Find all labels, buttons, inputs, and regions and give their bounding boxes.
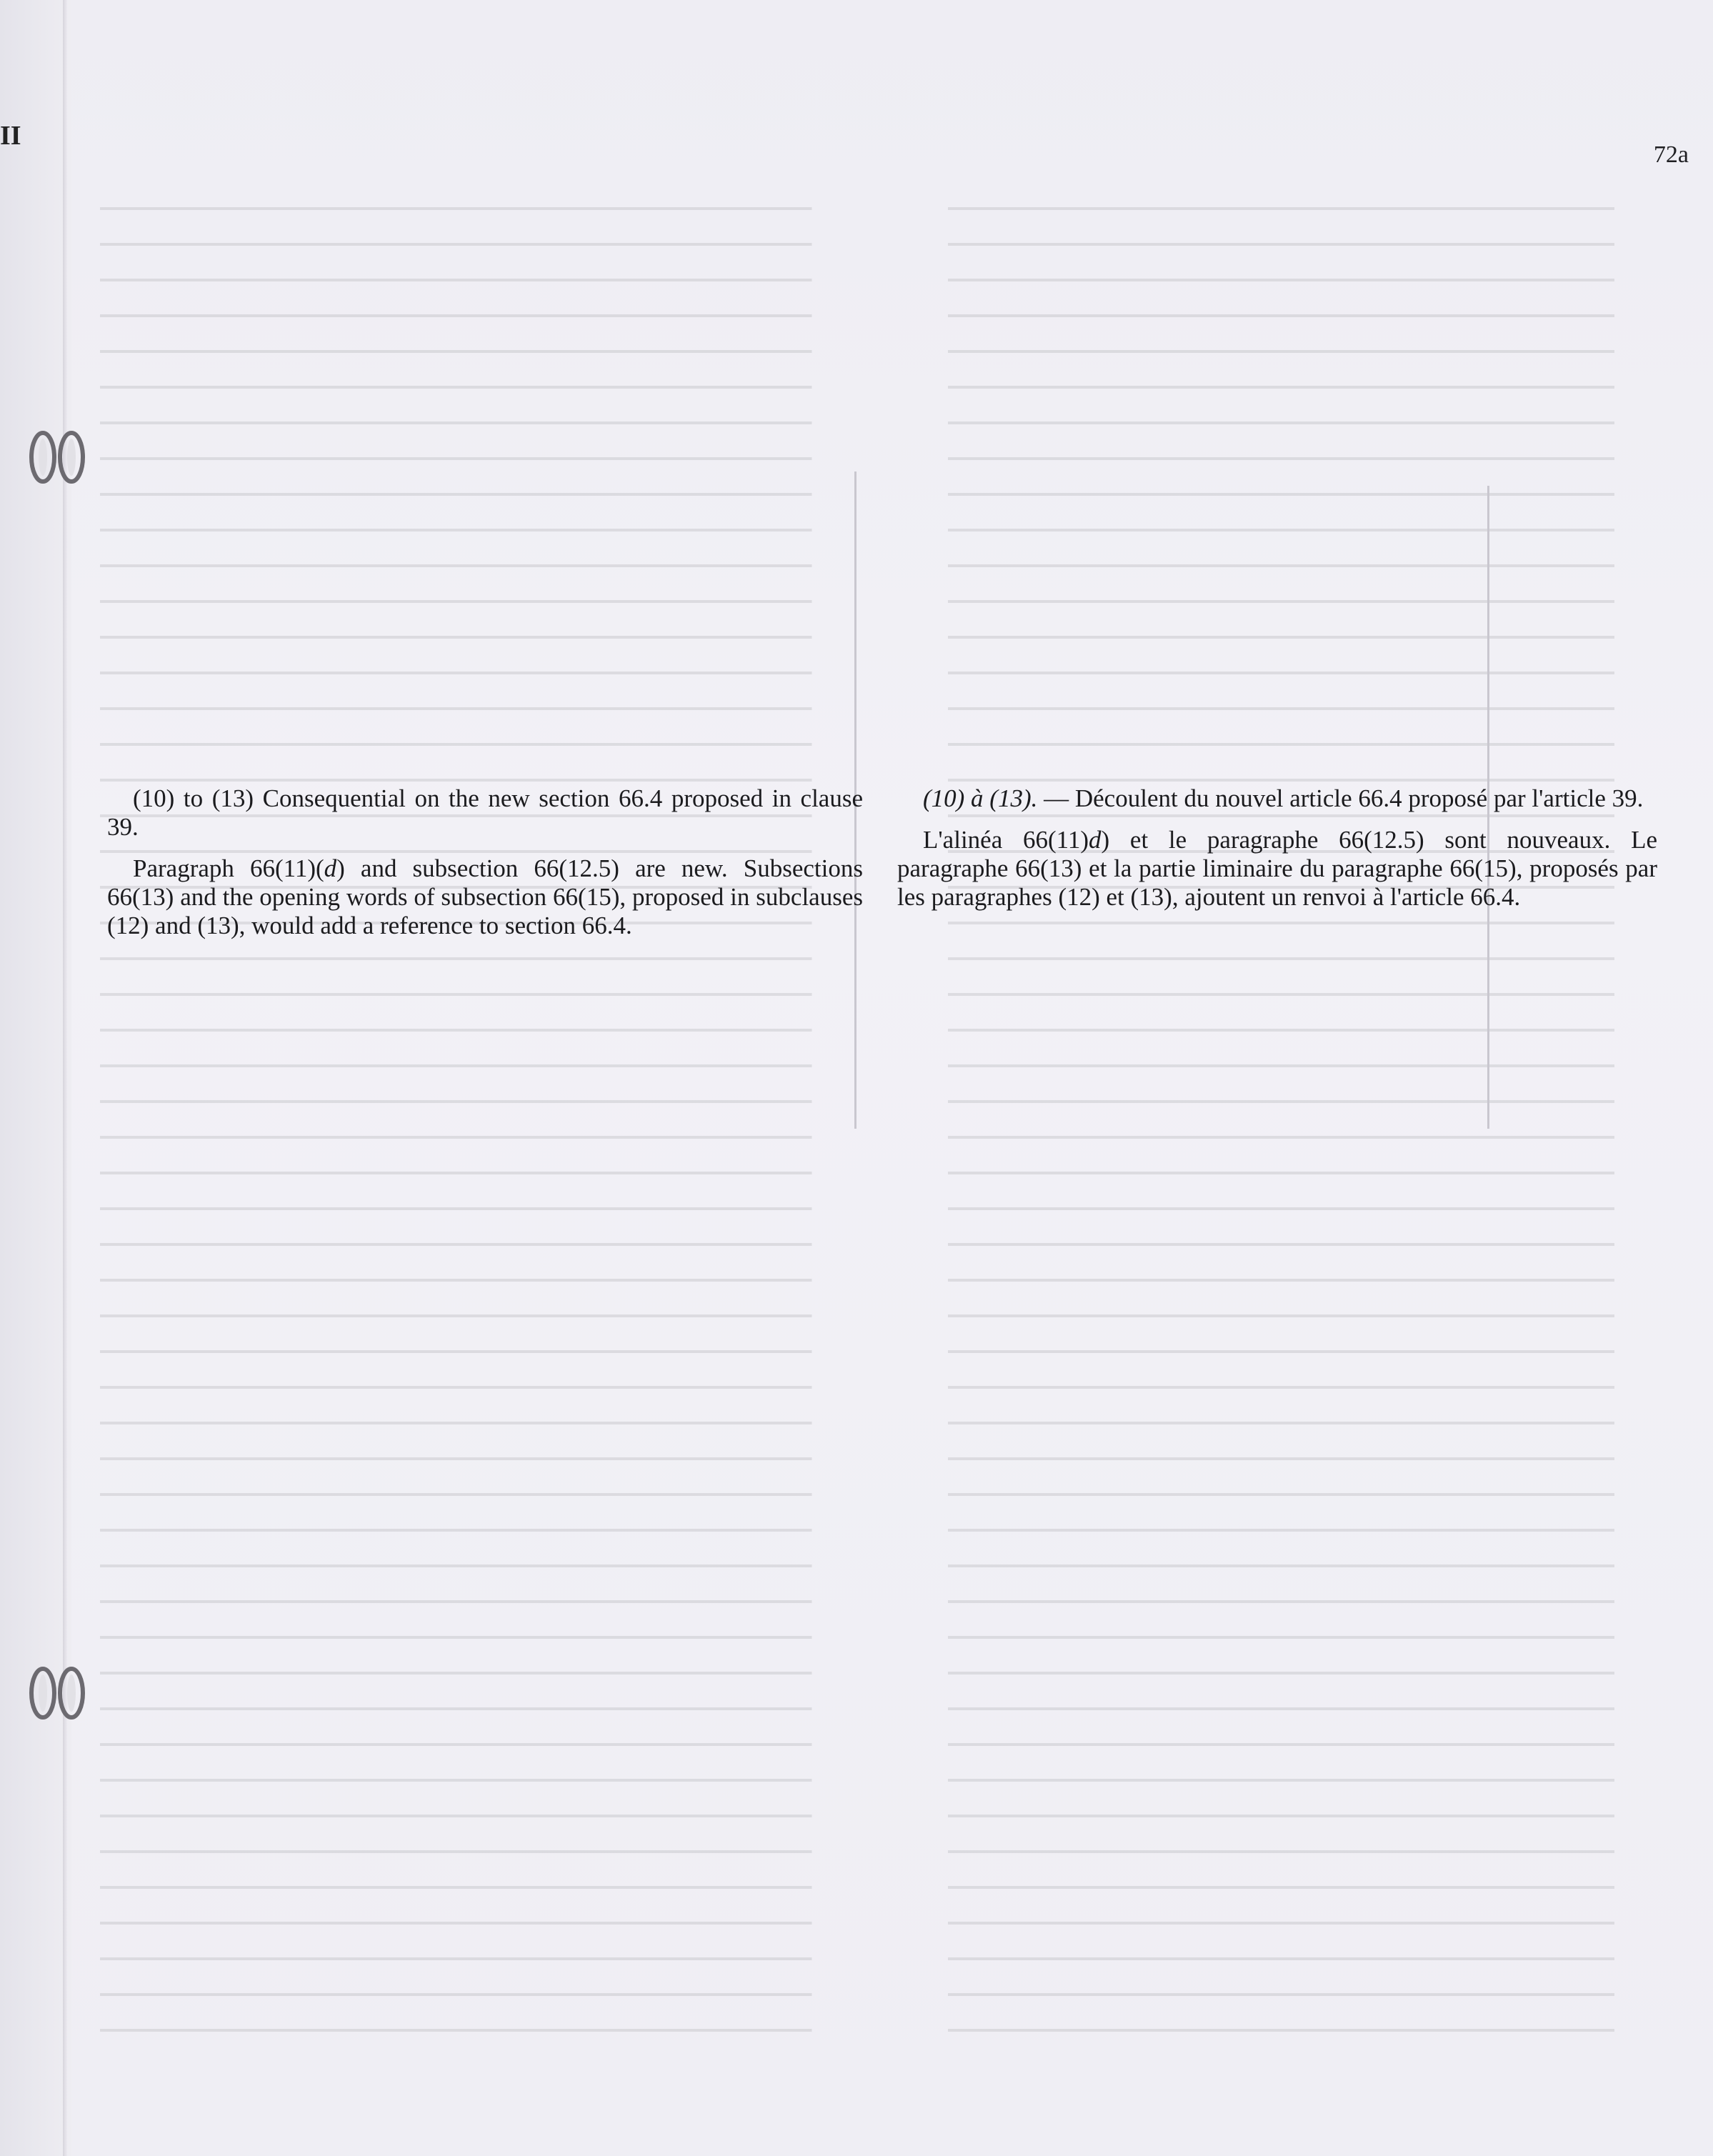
english-column: [107, 784, 863, 953]
show-through-text: [100, 186, 1614, 2057]
french-column: [897, 784, 1657, 924]
english-body-text: Paragraph 66(11)(: [133, 854, 324, 882]
margin-mark: II: [0, 121, 21, 151]
french-lead-text: — Découlent du nouvel article 66.4 proposé par l'article 39.: [1037, 784, 1644, 812]
english-body-paragraph: [107, 854, 863, 940]
french-body-paragraph: [897, 826, 1657, 912]
binder-ring-icon: [21, 429, 93, 486]
french-lead-paragraph: [897, 784, 1657, 813]
french-body-text: ) et le paragraphe 66(12.5) sont nouveaux. Le paragraphe 66(13) et la partie liminaire du paragraphe 66(15), proposés par les paragraphes (12) et (13), ajoutent un renvoi à l'article 66.4.: [897, 826, 1657, 911]
french-lead-italic: (10) à (13).: [923, 784, 1038, 812]
binding-shadow: [0, 0, 71, 2156]
french-body-text: L'alinéa 66(11): [923, 826, 1089, 854]
binding-edge: [63, 0, 67, 2156]
french-body-italic: d: [1089, 826, 1102, 854]
binder-ring-icon: [21, 1665, 93, 1722]
english-lead-paragraph: (10) to (13) Consequential on the new section 66.4 proposed in clause 39.: [107, 784, 863, 841]
english-body-italic: d: [324, 854, 337, 882]
page-number: 72a: [1653, 141, 1689, 168]
english-body-text: ) and subsection 66(12.5) are new. Subsections 66(13) and the opening words of subsection 66(15), proposed in subclauses (12) and (13), would add a reference to section 66.4.: [107, 854, 864, 939]
